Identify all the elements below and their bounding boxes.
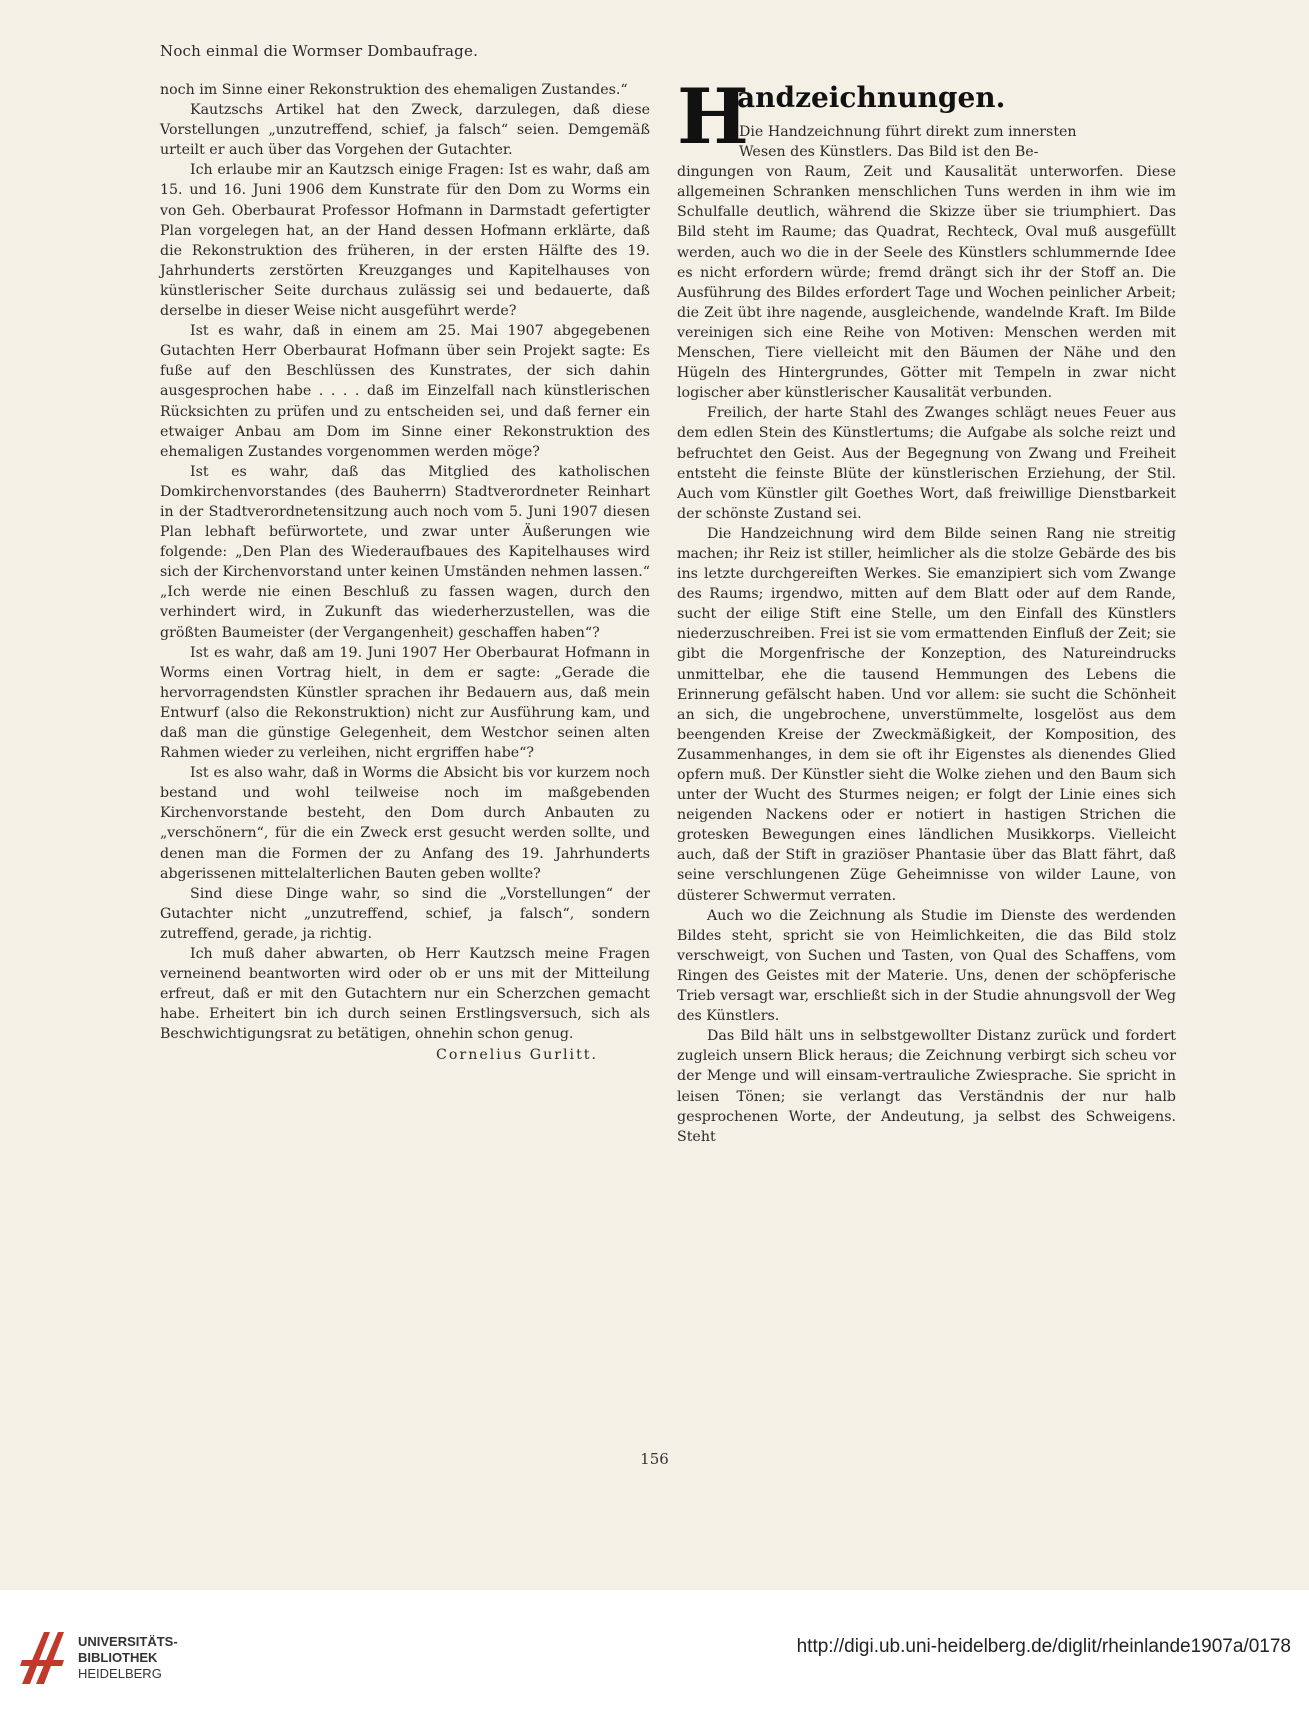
library-name-line: UNIVERSITÄTS- [78,1634,178,1649]
footer-bar [0,1590,1309,1722]
paragraph: Ich muß daher abwarten, ob Herr Kautzsch meine Fragen verneinend beantworten wird oder ob er uns mit der Mitteilung erfreut, daß er mit den Gutachtern nur ein Scherzchen gemacht habe. Erheitert bin ich durch seinen Erstlingsversuch, sich als Beschwichtigungsrat zu betätigen, ohnehin schon genug. [160,946,650,1043]
paragraph: Sind diese Dinge wahr, so sind die „Vorstellungen“ der Gutachter nicht „unzutreffend, schief, ja falsch“, sondern zutreffend, gerade, ja richtig. [160,885,650,942]
right-column [677,72,1176,1147]
paragraph: Ist es wahr, daß das Mitglied des katholischen Domkirchenvorstandes (des Bauherrn) Stadtverordneter Reinhart in der Stadtverordnetensitzung auch noch vom 5. Juni 1907 diesen Plan lebhaft befürwortete, und zwar unter Äußerungen wie folgende: „Den Plan des Wiederaufbaues des Kapitelhauses wird sich der Kirchenvorstand unter keinen Umständen nehmen lassen.“ „Ich werde nie einen Beschluß zu fassen wagen, durch den verhindert wird, in Zukunft das wiederherzustellen, was die größten Baumeister (der Vergangenheit) geschaffen haben“? [160,463,650,641]
running-head: Noch einmal die Wormser Dombaufrage. [160,42,479,60]
paragraph: noch im Sinne einer Rekonstruktion des ehemaligen Zustandes.“ [160,82,628,98]
permalink-url[interactable]: http://digi.ub.uni-heidelberg.de/diglit/rheinlande1907a/0178 [796,1636,1291,1657]
library-logo-icon [14,1624,72,1690]
paragraph: Kautzschs Artikel hat den Zweck, darzulegen, daß diese Vorstellungen „unzutreffend, schief, ja falsch“ seien. Demgemäß urteilt er auch über das Vorgehen der Gutachter. [160,102,650,159]
article-title: andzeichnungen. [737,81,1006,114]
second-line: Wesen des Künstlers. Das Bild ist den Be- [739,144,1039,161]
paragraph: Ist es also wahr, daß in Worms die Absicht bis vor kurzem noch bestand und wohl teilweise noch im maßgebenden Kirchenvorstande besteht, den Dom durch Anbauten zu „verschönern“, für die ein Zweck erst gesucht werden sollte, und denen man die Formen der zu Anfang des 19. Jahrhunderts abgerissenen mittelalterlichen Bauten geben wollte? [160,765,650,882]
author-signature: Cornelius Gurlitt. [436,1046,598,1063]
paragraph: Ich erlaube mir an Kautzsch einige Fragen: Ist es wahr, daß am 15. und 16. Juni 1906 dem Kunstrate für den Dom zu Worms ein von Geh. Oberbaurat Professor Hofmann in Darmstadt gefertigter Plan vorgelegen hat, an der Hand dessen Hofmann erklärte, daß die Rekonstruktion des früheren, in der ersten Hälfte des 19. Jahrhunderts zerstörten Kreuzganges und Kapitelhauses von künstlerischer Seite durchaus zulässig sei und bedauerte, daß derselbe in dieser Weise nicht ausgeführt werde? [160,162,650,320]
paragraph: Das Bild hält uns in selbstgewollter Distanz zurück und fordert zugleich unsern Blick heraus; die Zeichnung verbirgt sich scheu vor der Menge und will einsam-vertrauliche Zwiesprache. Sie spricht in leisen Tönen; sie verlangt das Verständnis der nur halb gesprochenen Worte, der Andeutung, ja selbst des Schweigens. Steht [677,1028,1176,1145]
library-name-line: BIBLIOTHEK [78,1650,158,1665]
library-name [78,1634,178,1682]
paragraph: Ist es wahr, daß am 19. Juni 1907 Her Oberbaurat Hofmann in Worms einen Vortrag hielt, in dem er sagte: „Gerade die hervorragendsten Künstler sprachen ihr Bedauern aus, daß mein Entwurf (also die Rekonstruktion) nicht zur Ausführung kam, und daß man die günstige Gelegenheit, dem Westchor seinen alten Rahmen wieder zu verleihen, nicht ergriffen habe“? [160,644,650,762]
paragraph: Ist es wahr, daß in einem am 25. Mai 1907 abgegebenen Gutachten Herr Oberbaurat Hofmann über sein Projekt sagte: Es fuße auf den Beschlüssen des Kunstrates, der sich dahin ausgesprochen habe . . . . daß im Einzelfall nach künstlerischen Rücksichten zu prüfen und zu entscheiden sei, und daß ferner ein etwaiger Anbau am Dom im Sinne einer Rekonstruktion des ehemaligen Zustandes vorgenommen werden möge? [160,323,650,460]
library-name-line: HEIDELBERG [78,1666,162,1681]
paragraph: Die Handzeichnung wird dem Bilde seinen Rang nie streitig machen; ihr Reiz ist stiller, heimlicher als die stolze Gebärde des bis ins letzte durchgereiften Werkes. Sie emanzipiert sich vom Zwange des Raums; irgendwo, mitten auf dem Blatt oder auf dem Rande, sucht der eilige Stift eine Stelle, um den Einfall des Künstlers niederzuschreiben. Frei ist sie vom ermattenden Einfluß der Zeit; sie gibt die Morgenfrische der Konzeption, des Natureindrucks unmittelbar, ehe die tausend Hemmungen des Lebens die Erinnerung gefälscht haben. Und vor allem: sie sucht die Schönheit an sich, die ungebrochene, unverstümmelte, losgelöst aus dem beengenden Kreise der Zweckmäßigkeit, der Komposition, des Zusammenhanges, in dem sie oft ihr Eigenstes als dienendes Glied opfern muß. Der Künstler sieht die Wolke ziehen und den Baum sich unter der Wucht des Sturmes neigen; er folgt der Linie eines sich neigenden Nackens oder er notiert in hastigen Strichen die grotesken Bewegungen eines ländlichen Musikkorps. Vielleicht auch, daß der Stift in graziöser Phantasie über das Blatt fährt, daß seine verschlungenen Züge Geheimnisse von wilder Laune, von düsterer Schwermut verraten. [677,525,1176,904]
paragraph: dingungen von Raum, Zeit und Kausalität unterworfen. Diese allgemeinen Schranken menschlichen Tuns werden in ihm wie im Schulfalle deutlich, während die Skizze über sie triumphiert. Das Bild steht im Raume; das Quadrat, Rechteck, Oval muß ausgefüllt werden, auch wo die in der Seele des Künstlers schlummernde Idee es nicht erfordern würde; fremd drängt sich ihr der Stoff an. Die Ausführung des Bildes erfordert Tage und Wochen peinlicher Arbeit; die Zeit übt ihre nagende, ausgleichende, wandelnde Kraft. Im Bilde vereinigen sich eine Reihe von Motiven: Menschen werden mit Menschen, Tiere vielleicht mit den Bäumen der Nähe und den Hügeln des Hintergrundes, Götter mit Tempeln in zwar nicht logischer aber künstlerischer Kausalität verbunden. [677,164,1176,402]
paragraph: Auch wo die Zeichnung als Studie im Dienste des werdenden Bildes steht, spricht sie von Heimlichkeiten, die das Bild stolz verschweigt, von Suchen und Tasten, von Qual des Schaffens, vom Ringen des Geistes mit der Materie. Uns, denen der schöpferische Trieb versagt war, erschließt sich in der Studie ahnungsvoll der Weg des Künstlers. [677,907,1176,1025]
left-column [160,80,650,1065]
page-number: 156 [640,1450,669,1468]
paragraph: Freilich, der harte Stahl des Zwanges schlägt neues Feuer aus dem edlen Stein des Künstlertums; die Aufgabe als solche reizt und befruchtet den Geist. Aus der Begegnung von Zwang und Freiheit entsteht die feinste Blüte der künstlerischen Erziehung, der Stil. Auch vom Künstler gilt Goethes Wort, daß freiwillige Dienstbarkeit der schönste Zustand sei. [677,405,1176,522]
first-line: Die Handzeichnung führt direkt zum innersten [739,124,1077,140]
drop-cap: H [677,72,749,161]
